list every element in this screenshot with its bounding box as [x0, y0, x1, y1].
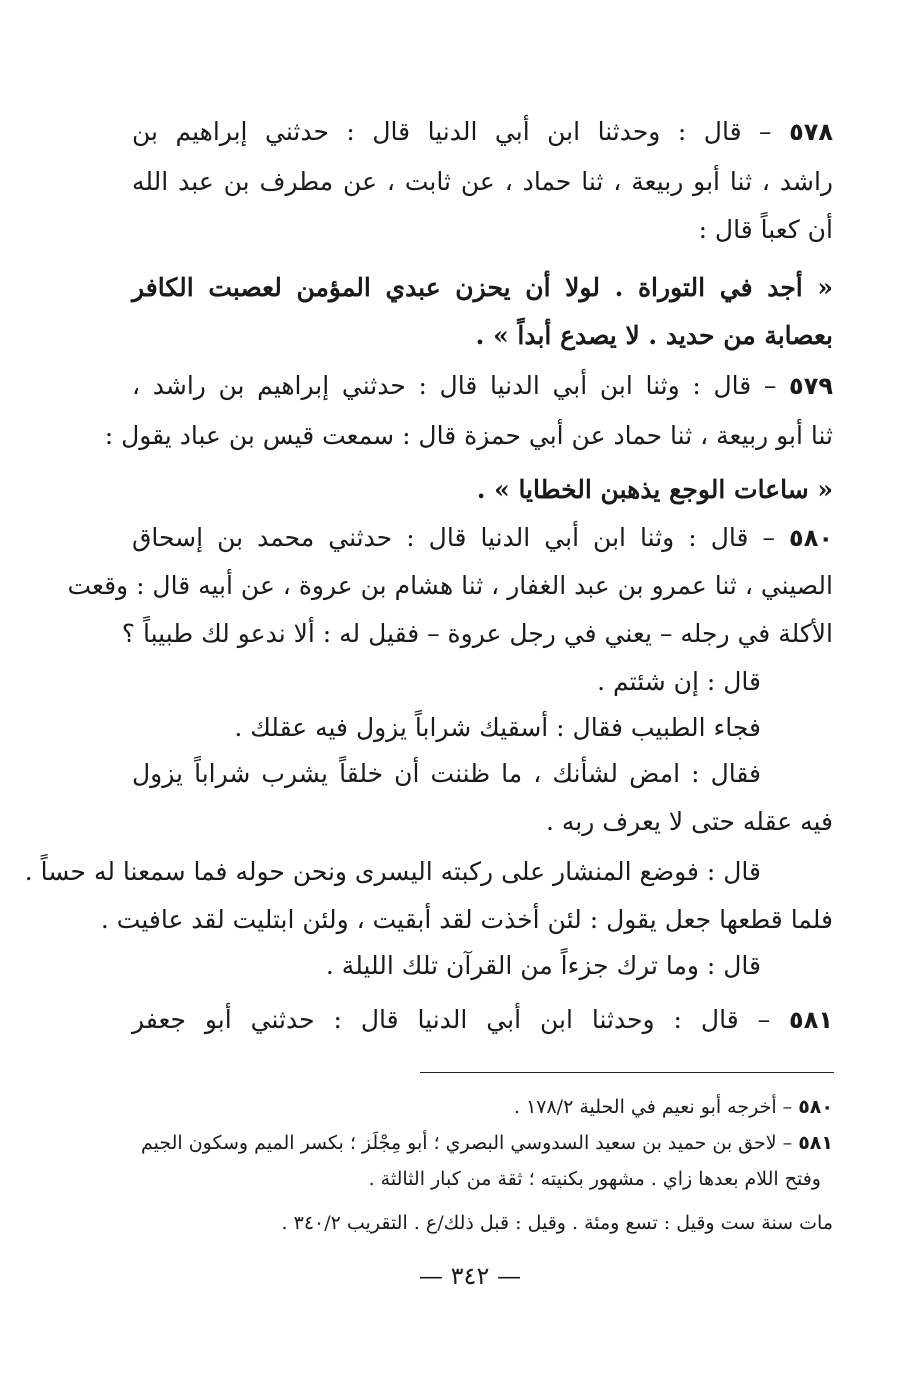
entry-578-line-3: أن كعباً قال : [698, 215, 833, 244]
entry-580-line-6: فقال : امض لشأنك ، ما ظننت أن خلقاً يشرب شراباً يزول [132, 759, 761, 788]
entry-581-line-1 [132, 1004, 833, 1044]
entry-580-line-5: فجاء الطبيب فقال : أسقيك شراباً يزول فيه عقلك . [234, 713, 761, 742]
entry-580-line-8: قال : فوضع المنشار على ركبته اليسرى ونحن حوله فما سمعنا له حساً . [24, 857, 761, 886]
entry-578-quote-1: « أجد في التوراة . لولا أن يحزن عبدي المؤمن لعصبت الكافر [132, 273, 833, 302]
entry-579-line-2: ثنا أبو ربيعة ، ثنا حماد عن أبي حمزة قال : سمعت قيس بن عباد يقول : [104, 421, 833, 450]
entry-number: ٥٧٨ [789, 118, 834, 146]
entry-text: – قال : وحدثنا ابن أبي الدنيا قال : حدثني إبراهيم بن [132, 117, 772, 146]
entry-580-line-7: فيه عقله حتى لا يعرف ربه . [545, 807, 833, 836]
entry-578-line-1 [132, 116, 833, 156]
footnote-580 [150, 1094, 833, 1128]
entry-text: – قال : وثنا ابن أبي الدنيا قال : حدثني إبراهيم بن راشد ، [132, 371, 777, 400]
entry-580-line-1 [132, 522, 833, 562]
entry-580-line-2: الصيني ، ثنا عمرو بن عبد الغفار ، ثنا هشام بن عروة ، عن أبيه قال : وقعت [67, 571, 833, 600]
entry-580-line-10: قال : وما ترك جزءاً من القرآن تلك الليلة . [325, 951, 761, 980]
entry-text: – قال : وثنا ابن أبي الدنيا قال : حدثني محمد بن إسحاق [132, 523, 775, 552]
footnote-text: – لاحق بن حميد بن سعيد السدوسي البصري ؛ أبو مِجْلَز ؛ بكسر الميم وسكون الجيم [140, 1132, 793, 1154]
entry-580-line-9: فلما قطعها جعل يقول : لئن أخذت لقد أبقيت ، ولئن ابتليت لقد عافيت . [100, 905, 833, 934]
entry-number: ٥٨١ [789, 1006, 833, 1034]
page-number: — ٣٤٢ — [419, 1262, 521, 1290]
footnote-number: ٥٨١ [798, 1132, 833, 1154]
footnote-581-line-1 [88, 1130, 833, 1164]
entry-579-quote: « ساعات الوجع يذهبن الخطايا » . [476, 475, 833, 504]
entry-number: ٥٧٩ [789, 372, 833, 400]
footnote-581-line-2: وفتح اللام بعدها زاي . مشهور بكنيته ؛ ثقة من كبار الثالثة . [368, 1168, 821, 1190]
entry-580-line-4: قال : إن شئتم . [597, 667, 761, 696]
entry-text: – قال : وحدثنا ابن أبي الدنيا قال : حدثني أبو جعفر [132, 1005, 771, 1034]
footnote-separator [420, 1072, 834, 1073]
entry-578-line-2: راشد ، ثنا أبو ربيعة ، ثنا حماد ، عن ثابت ، عن مطرف بن عبد الله [132, 167, 833, 196]
entry-579-line-1 [132, 370, 833, 410]
entry-number: ٥٨٠ [789, 524, 833, 552]
entry-580-line-3: الأكلة في رجله – يعني في رجل عروة – فقيل له : ألا ندعو لك طبيباً ؟ [121, 619, 833, 648]
footnote-number: ٥٨٠ [798, 1096, 833, 1118]
footnote-581-line-3: مات سنة ست وقيل : تسع ومئة . وقيل : قبل ذلك/ع . التقريب ٣٤٠/٢ . [281, 1212, 833, 1234]
footnote-text: – أخرجه أبو نعيم في الحلية ١٧٨/٢ . [513, 1096, 793, 1118]
entry-578-quote-2: بعصابة من حديد . لا يصدع أبداً » . [475, 321, 833, 350]
